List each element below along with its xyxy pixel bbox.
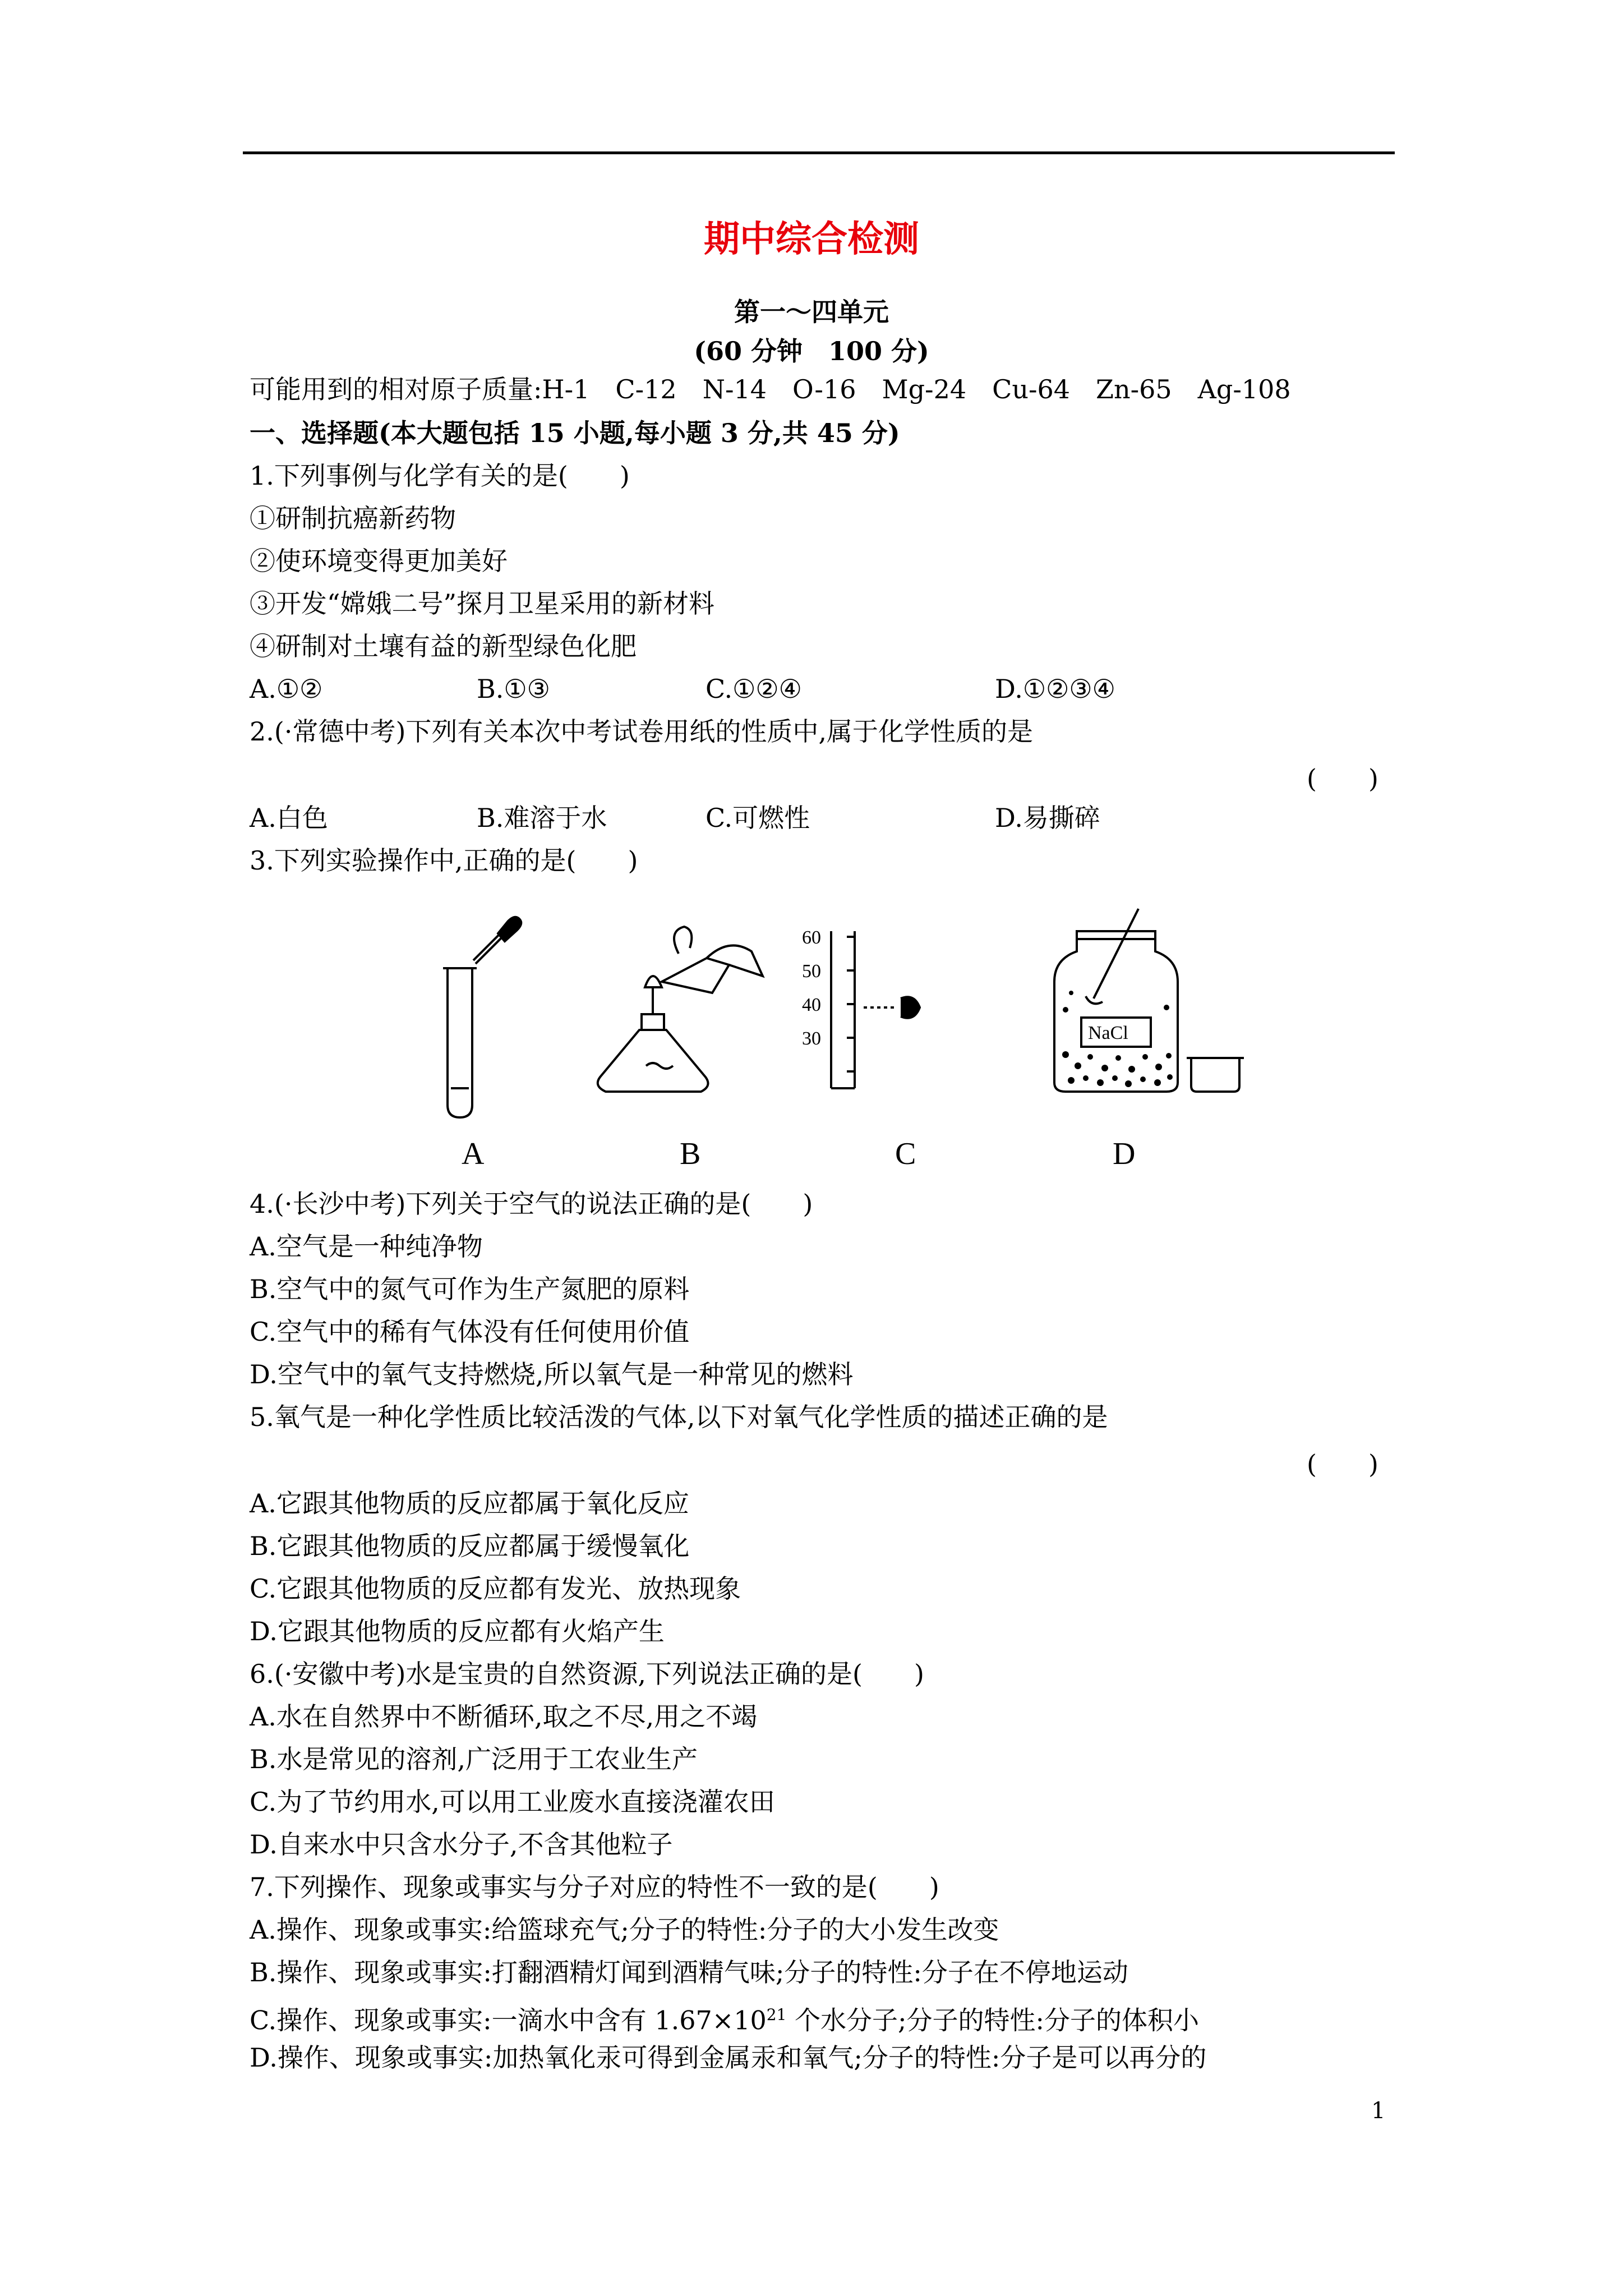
time-score: (60 分钟 100 分): [694, 336, 929, 366]
atomic-masses: 可能用到的相对原子质量:H-1 C-12 N-14 O-16 Mg-24 Cu-64 Zn-65 Ag-108: [250, 374, 1291, 404]
question-4-option-a: A.空气是一种纯净物: [250, 1231, 483, 1262]
unit-subtitle: 第一～四单元: [734, 297, 889, 327]
page-title: 期中综合检测: [704, 219, 919, 260]
cylinder-tick-label: 60: [802, 927, 821, 948]
exponent: 21: [766, 2005, 787, 2024]
question-6-option-d: D.自来水中只含水分子,不含其他粒子: [250, 1829, 673, 1860]
question-1-item: ③开发“嫦娥二号”探月卫星采用的新材料: [250, 588, 715, 619]
question-1-option-b: B.①③: [477, 674, 550, 704]
figure-label-d: D: [1113, 1137, 1136, 1171]
question-3-stem: 3.下列实验操作中,正确的是( ): [250, 845, 638, 876]
question-4-option-b: B.空气中的氮气可作为生产氮肥的原料: [250, 1274, 690, 1304]
question-4-option-d: D.空气中的氧气支持燃烧,所以氧气是一种常见的燃料: [250, 1359, 854, 1389]
question-6-option-b: B.水是常见的溶剂,广泛用于工农业生产: [250, 1744, 698, 1774]
question-2-option-d: D.易撕碎: [995, 803, 1100, 833]
cylinder-tick-label: 40: [802, 995, 821, 1015]
question-7-option-d: D.操作、现象或事实:加热氧化汞可得到金属汞和氧气;分子的特性:分子是可以再分的: [250, 2042, 1207, 2073]
question-2-option-a: A.白色: [250, 803, 328, 833]
figure-label-b: B: [680, 1137, 701, 1171]
cylinder-tick-label: 30: [802, 1028, 821, 1049]
question-5-option-c: C.它跟其他物质的反应都有发光、放热现象: [250, 1573, 741, 1604]
figure-label-c: C: [895, 1137, 916, 1171]
question-1-option-d: D.①②③④: [995, 674, 1115, 704]
question-2-option-b: B.难溶于水: [477, 803, 607, 833]
question-1-item: ①研制抗癌新药物: [250, 503, 456, 533]
jar-label: NaCl: [1088, 1023, 1128, 1043]
question-7-stem: 7.下列操作、现象或事实与分子对应的特性不一致的是( ): [250, 1872, 939, 1902]
question-1-item: ④研制对土壤有益的新型绿色化肥: [250, 631, 637, 661]
question-5-option-b: B.它跟其他物质的反应都属于缓慢氧化: [250, 1531, 690, 1561]
question-1-item: ②使环境变得更加美好: [250, 546, 508, 576]
question-6-stem: 6.(·安徽中考)水是宝贵的自然资源,下列说法正确的是( ): [250, 1659, 924, 1689]
question-1-option-a: A.①②: [250, 674, 323, 704]
cylinder-tick-label: 50: [802, 961, 821, 982]
question-2-answer-paren: ( ): [1307, 763, 1378, 794]
question-5-stem: 5.氧气是一种化学性质比较活泼的气体,以下对氧气化学性质的描述正确的是: [250, 1402, 1108, 1432]
figure-label-a: A: [462, 1137, 485, 1171]
question-2-stem: 2.(·常德中考)下列有关本次中考试卷用纸的性质中,属于化学性质的是: [250, 716, 1034, 747]
question-4-option-c: C.空气中的稀有气体没有任何使用价值: [250, 1317, 690, 1347]
section-heading: 一、选择题(本大题包括 15 小题,每小题 3 分,共 45 分): [250, 418, 900, 448]
question-2-option-c: C.可燃性: [706, 803, 810, 833]
figure-a-dropper-test-tube: [443, 917, 521, 1117]
question-7-option-c: [250, 1998, 1199, 2037]
question-5-answer-paren: ( ): [1307, 1449, 1378, 1479]
header-rule: [243, 151, 1395, 154]
page-number: 1: [1371, 2098, 1386, 2124]
question-7-option-b: B.操作、现象或事实:打翻酒精灯闻到酒精气味;分子的特性:分子在不停地运动: [250, 1957, 1128, 1987]
question-5-option-a: A.它跟其他物质的反应都属于氧化反应: [250, 1488, 689, 1519]
question-7-option-c-text-end: 个水分子;分子的特性:分子的体积小: [786, 2005, 1200, 2036]
question-7-option-c-text: C.操作、现象或事实:一滴水中含有 1.67×10: [250, 2005, 767, 2036]
question-6-option-c: C.为了节约用水,可以用工业废水直接浇灌农田: [250, 1787, 775, 1817]
question-4-stem: 4.(·长沙中考)下列关于空气的说法正确的是( ): [250, 1189, 813, 1219]
question-1-option-c: C.①②④: [706, 674, 802, 704]
question-7-option-a: A.操作、现象或事实:给篮球充气;分子的特性:分子的大小发生改变: [250, 1915, 999, 1945]
figure-d-reagent-jar: [1054, 909, 1244, 1092]
question-5-option-d: D.它跟其他物质的反应都有火焰产生: [250, 1616, 665, 1646]
figure-b-alcohol-lamp: [598, 927, 763, 1092]
question-1-stem: 1.下列事例与化学有关的是( ): [250, 461, 630, 491]
lab-operations-figure: [415, 898, 1256, 1122]
question-6-option-a: A.水在自然界中不断循环,取之不尽,用之不竭: [250, 1701, 758, 1732]
figure-c-graduated-cylinder: [831, 931, 920, 1088]
